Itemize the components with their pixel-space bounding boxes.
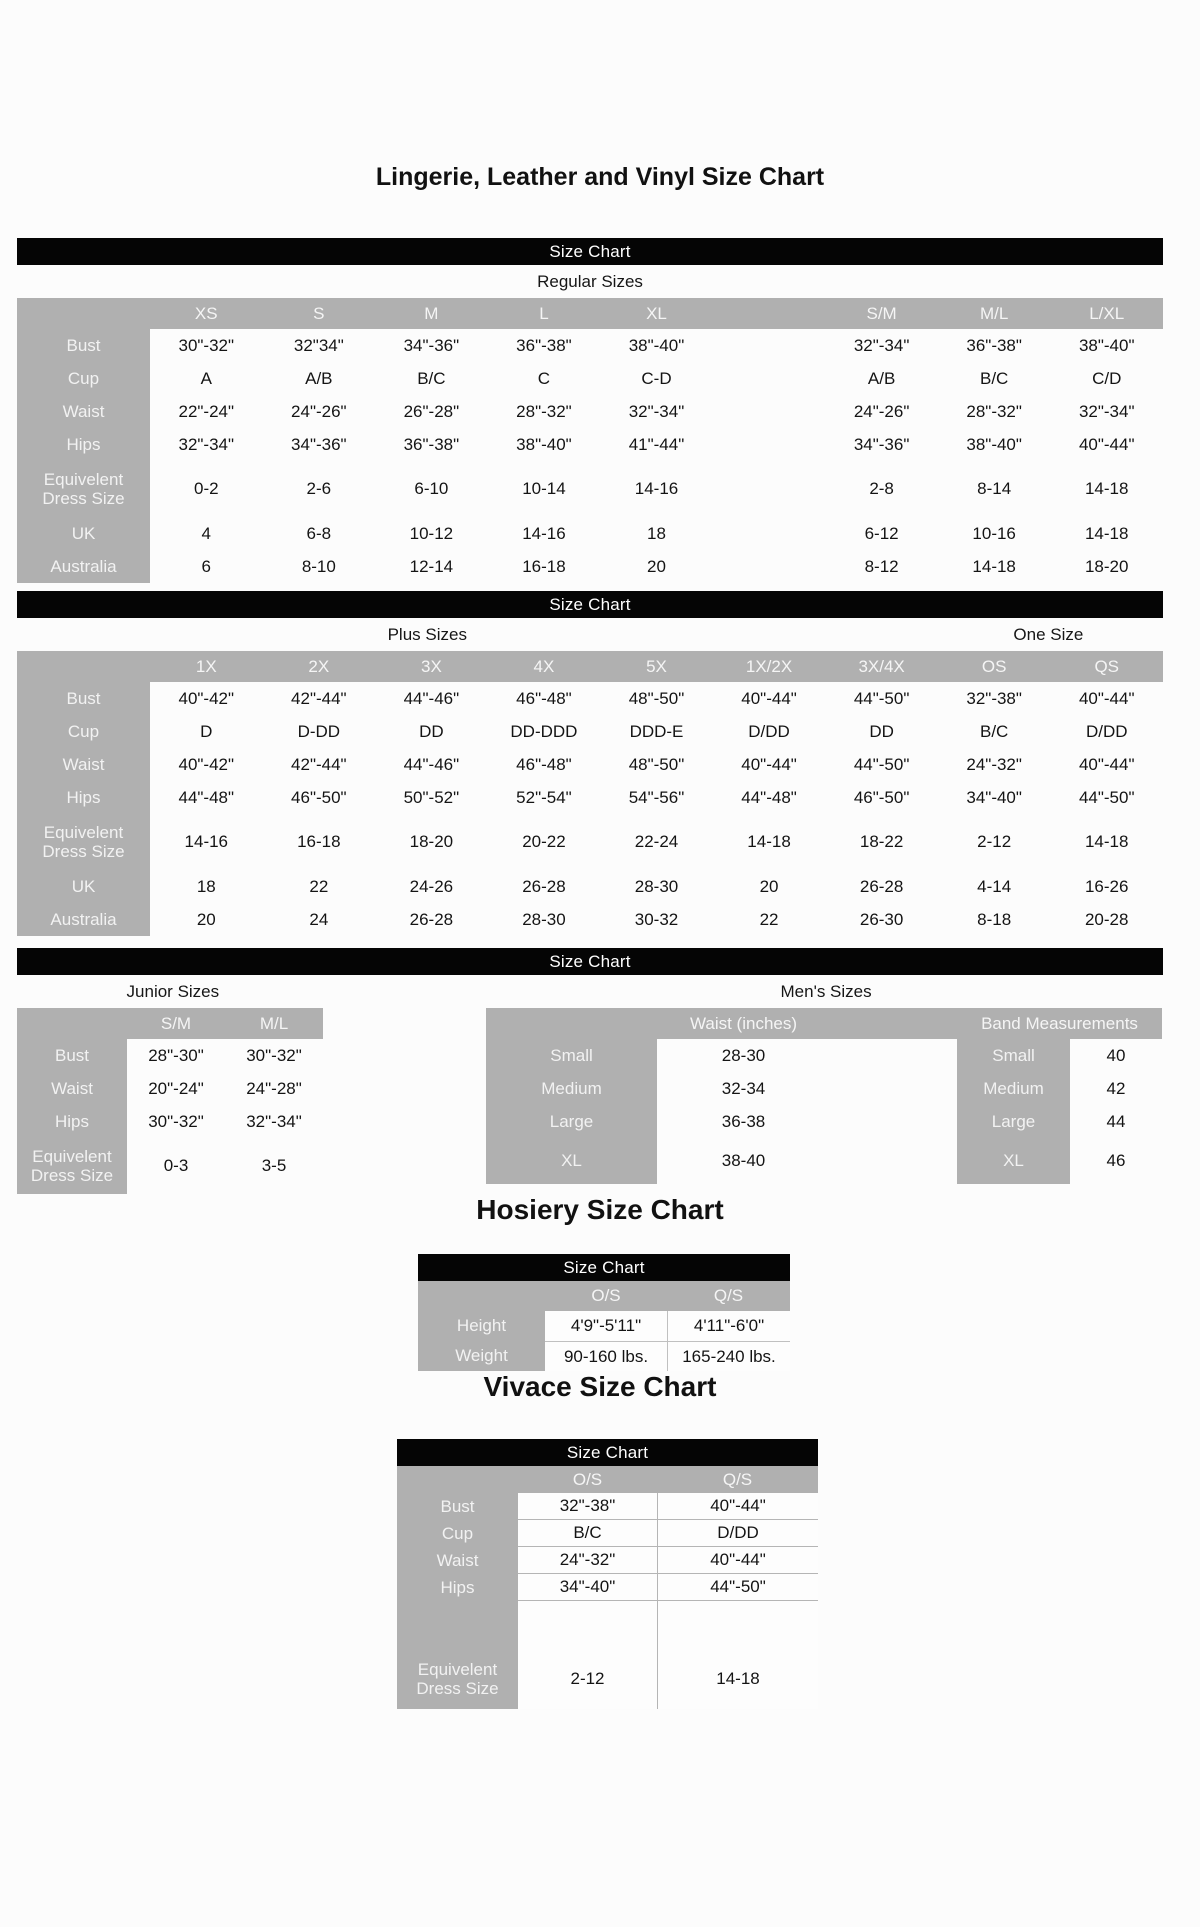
size-cell: B/C <box>979 721 1009 741</box>
size-cell: 90-160 lbs. <box>545 1341 667 1371</box>
row-label: Weight <box>418 1341 545 1371</box>
size-cell: 32"-38" <box>966 688 1022 708</box>
one-size-label: One Size <box>1013 624 1084 644</box>
size-cell: 18-20 <box>409 832 454 851</box>
corner-cell <box>17 651 150 682</box>
row-label: Equivelent Dress Size <box>17 1138 127 1194</box>
size-cell: 6 <box>201 556 211 576</box>
size-cell: D/DD <box>1085 721 1128 741</box>
size-cell: 36"-38" <box>403 434 460 454</box>
gap-cell <box>830 1105 957 1138</box>
size-cell: 14-18 <box>1084 832 1129 851</box>
size-cell <box>713 550 826 583</box>
spacer-cell <box>657 1601 818 1649</box>
column-header: 5X <box>600 651 713 682</box>
band-cell: 46 <box>1106 1151 1126 1170</box>
size-cell: DD <box>419 721 444 741</box>
junior-mens-tables <box>17 1008 1163 1194</box>
size-cell: DD-DDD <box>510 721 578 741</box>
size-cell: 34"-40" <box>966 787 1022 807</box>
size-cell: 40"-42" <box>178 688 235 708</box>
row-label: Cup <box>17 362 150 395</box>
corner-cell <box>486 1008 657 1039</box>
size-cell: 12-14 <box>409 556 454 576</box>
column-header: L <box>488 298 601 329</box>
size-cell: 3-5 <box>261 1156 287 1175</box>
regular-sizes-table <box>17 298 1163 583</box>
size-chart-bar: Size Chart <box>397 1439 818 1466</box>
size-cell: 34"-36" <box>403 335 460 355</box>
row-label: Equivelent Dress Size <box>17 461 150 517</box>
plus-sizes-label: Plus Sizes <box>387 624 467 644</box>
row-label: Waist <box>17 1072 127 1105</box>
waist-cell: 28-30 <box>721 1045 766 1065</box>
size-cell: 10-16 <box>972 523 1016 543</box>
column-header: QS <box>1050 651 1163 682</box>
size-cell: 18 <box>196 876 216 896</box>
size-cell: 32"-34" <box>246 1111 302 1131</box>
size-cell: 24"-26" <box>291 401 347 421</box>
size-cell: B/C <box>518 1520 657 1547</box>
row-label: XL <box>957 1138 1070 1184</box>
band-measurements-header: Band Measurements <box>957 1008 1162 1039</box>
size-cell: 32"-38" <box>518 1493 657 1520</box>
size-cell: 48"-50" <box>628 688 685 708</box>
size-cell: 6-10 <box>414 479 449 498</box>
size-cell: 38"-40" <box>628 335 685 355</box>
size-cell: 18-20 <box>1084 556 1129 576</box>
waist-inches-header: Waist (inches) <box>657 1008 830 1039</box>
hosiery-title: Hosiery Size Chart <box>476 1194 724 1225</box>
size-cell: 2-12 <box>977 832 1012 851</box>
regular-sizes-section <box>17 238 1163 583</box>
column-header: O/S <box>545 1281 667 1311</box>
size-cell: D <box>200 721 213 741</box>
row-label: Small <box>486 1039 657 1072</box>
column-header: S/M <box>127 1008 225 1039</box>
junior-mens-section <box>17 948 1163 1194</box>
gap-cell <box>830 1039 957 1072</box>
size-cell: A/B <box>867 368 896 388</box>
size-cell: 46"-48" <box>516 688 572 708</box>
size-cell: 0-2 <box>193 479 219 498</box>
row-label: Waist <box>17 395 150 428</box>
size-cell: 44"-46" <box>403 688 460 708</box>
size-cell: 165-240 lbs. <box>667 1341 790 1371</box>
vivace-title: Vivace Size Chart <box>483 1371 717 1402</box>
size-cell: 22-24 <box>634 832 679 851</box>
hosiery-table <box>418 1281 790 1371</box>
size-cell: 40"-44" <box>657 1493 818 1520</box>
size-cell: 30-32 <box>634 909 679 929</box>
size-cell: 50"-52" <box>403 787 460 807</box>
row-label: Height <box>418 1311 545 1341</box>
size-cell: 36"-38" <box>516 335 572 355</box>
waist-cell: 32-34 <box>721 1078 766 1098</box>
column-header: 3X/4X <box>825 651 938 682</box>
size-cell: 34"-40" <box>518 1574 657 1601</box>
size-cell: 44"-48" <box>178 787 235 807</box>
row-label: Bust <box>17 682 150 715</box>
size-cell: 8-10 <box>301 556 336 576</box>
size-cell: 20-28 <box>1084 909 1129 929</box>
size-cell: 38"-40" <box>966 434 1022 454</box>
row-label-spacer <box>397 1601 518 1649</box>
size-cell <box>713 329 826 362</box>
size-cell: A <box>200 368 212 388</box>
size-cell: 14-18 <box>747 832 791 851</box>
size-cell: 8-12 <box>864 556 899 576</box>
gap-cell <box>830 1138 957 1184</box>
size-cell: 28"-32" <box>966 401 1022 421</box>
size-cell: 40"-44" <box>1078 754 1135 774</box>
size-cell: 0-3 <box>163 1156 189 1175</box>
regular-sizes-subtitle <box>17 265 1163 298</box>
hosiery-section <box>418 1254 790 1371</box>
size-cell: 22"-24" <box>178 401 235 421</box>
column-header: 4X <box>488 651 601 682</box>
size-cell: 28-30 <box>634 876 679 896</box>
size-cell: 44"-50" <box>853 754 910 774</box>
row-label: XL <box>486 1138 657 1184</box>
size-cell: 28"-30" <box>148 1045 204 1065</box>
size-cell: 32"-34" <box>628 401 685 421</box>
row-label: Equivelent Dress Size <box>397 1649 518 1709</box>
column-header: 2X <box>263 651 376 682</box>
size-cell: 4 <box>201 523 211 543</box>
size-cell: 44"-50" <box>853 688 910 708</box>
size-cell: 16-18 <box>297 832 341 851</box>
size-cell: 16-18 <box>522 556 566 576</box>
size-cell: 44"-46" <box>403 754 460 774</box>
size-cell: 22 <box>759 909 779 929</box>
size-cell: C/D <box>1092 368 1122 388</box>
size-cell: C-D <box>641 368 672 388</box>
size-cell: 20-22 <box>522 832 566 851</box>
size-cell: 10-12 <box>409 523 454 543</box>
page-title: Lingerie, Leather and Vinyl Size Chart <box>375 163 825 191</box>
column-header: OS <box>938 651 1051 682</box>
size-cell: 48"-50" <box>628 754 685 774</box>
row-label: Cup <box>17 715 150 748</box>
size-cell: 14-18 <box>972 556 1016 576</box>
size-cell: 24"-32" <box>966 754 1022 774</box>
size-cell: 38"-40" <box>516 434 572 454</box>
size-cell: 16-26 <box>1084 876 1129 896</box>
size-cell: 32"34" <box>293 335 344 355</box>
size-cell: 40"-42" <box>178 754 235 774</box>
size-cell: 4'11"-6'0" <box>667 1311 790 1341</box>
row-label: Equivelent Dress Size <box>17 814 150 870</box>
column-header: 3X <box>375 651 488 682</box>
size-cell: 14-16 <box>522 523 566 543</box>
size-cell: 46"-50" <box>291 787 347 807</box>
row-label: Hips <box>17 428 150 461</box>
size-cell: 32"-34" <box>853 335 910 355</box>
size-cell: 54"-56" <box>628 787 685 807</box>
column-header: M <box>375 298 488 329</box>
vivace-section <box>397 1439 818 1709</box>
size-cell: 4-14 <box>977 876 1012 896</box>
size-cell: DDD-E <box>629 721 684 741</box>
size-cell: 30"-32" <box>246 1045 302 1065</box>
size-cell: 4'9"-5'11" <box>545 1311 667 1341</box>
row-label: Hips <box>17 1105 127 1138</box>
size-cell: 24-26 <box>409 876 454 896</box>
row-label: Waist <box>17 748 150 781</box>
size-cell: D/DD <box>657 1520 818 1547</box>
size-cell: 32"-34" <box>1078 401 1135 421</box>
size-cell: 52"-54" <box>516 787 572 807</box>
band-cell: 42 <box>1106 1078 1126 1098</box>
size-cell: 26-28 <box>522 876 566 896</box>
size-cell: B/C <box>979 368 1009 388</box>
size-cell: 40"-44" <box>657 1547 818 1574</box>
row-label: UK <box>17 870 150 903</box>
row-label: Hips <box>17 781 150 814</box>
size-cell: 28-30 <box>522 909 566 929</box>
column-header: O/S <box>518 1466 657 1493</box>
size-cell: 30"-32" <box>148 1111 204 1131</box>
band-cell: 40 <box>1106 1045 1126 1065</box>
size-chart-bar: Size Chart <box>17 238 1163 265</box>
size-cell: 34"-36" <box>291 434 347 454</box>
size-cell: A/B <box>305 368 333 388</box>
column-header: M/L <box>938 298 1051 329</box>
size-cell: 14-16 <box>634 479 679 498</box>
plus-sizes-section <box>17 591 1163 936</box>
size-cell: 8-14 <box>977 479 1012 498</box>
size-cell: 40"-44" <box>1078 434 1135 454</box>
row-label: Bust <box>17 329 150 362</box>
size-cell: 2-6 <box>306 479 332 498</box>
size-cell: 34"-36" <box>853 434 910 454</box>
size-cell <box>713 461 826 517</box>
band-cell: 44 <box>1106 1111 1126 1131</box>
size-cell: 18 <box>647 523 666 543</box>
size-cell: 38"-40" <box>1078 335 1135 355</box>
column-header: Q/S <box>667 1281 790 1311</box>
size-cell: 42"-44" <box>291 754 347 774</box>
corner-cell <box>397 1466 518 1493</box>
size-cell: 2-12 <box>518 1649 657 1709</box>
size-cell <box>713 517 826 550</box>
size-cell: 41"-44" <box>628 434 685 454</box>
size-cell: 44"-48" <box>741 787 797 807</box>
size-cell: 46"-48" <box>516 754 572 774</box>
row-label: Large <box>957 1105 1070 1138</box>
column-header: 1X <box>150 651 263 682</box>
size-cell: 26-28 <box>409 909 454 929</box>
row-label: Bust <box>17 1039 127 1072</box>
size-cell: 26-30 <box>859 909 904 929</box>
gap-header-cell <box>830 1008 957 1039</box>
size-cell: D/DD <box>748 721 790 741</box>
size-cell: DD <box>869 721 894 741</box>
size-cell: 30"-32" <box>178 335 235 355</box>
size-chart-bar: Size Chart <box>17 948 1163 975</box>
column-header: M/L <box>225 1008 323 1039</box>
row-label: Waist <box>397 1547 518 1574</box>
gap-cell <box>830 1072 957 1105</box>
size-cell: 24"-32" <box>518 1547 657 1574</box>
mens-sizes-label: Men's Sizes <box>780 981 872 1001</box>
size-cell: B/C <box>417 368 446 388</box>
spacer-cell <box>518 1601 657 1649</box>
junior-mens-subtitle <box>17 975 1163 1008</box>
size-cell: 20 <box>759 876 779 896</box>
size-cell: 46"-50" <box>853 787 910 807</box>
size-cell: 24"-26" <box>853 401 910 421</box>
size-cell: 24 <box>309 909 329 929</box>
corner-cell <box>418 1281 545 1311</box>
row-label: Medium <box>957 1072 1070 1105</box>
column-header: 1X/2X <box>713 651 826 682</box>
size-cell: 26"-28" <box>403 401 460 421</box>
row-label: Bust <box>397 1493 518 1520</box>
size-cell: 6-8 <box>306 523 332 543</box>
column-header: XL <box>600 298 713 329</box>
size-cell: 6-12 <box>864 523 899 543</box>
size-cell: 44"-50" <box>1078 787 1135 807</box>
column-header: Q/S <box>657 1466 818 1493</box>
size-cell: 22 <box>309 876 329 896</box>
size-cell: C <box>537 368 551 388</box>
column-header: S/M <box>825 298 938 329</box>
size-cell: 44"-50" <box>657 1574 818 1601</box>
row-label: Hips <box>397 1574 518 1601</box>
size-cell: D-DD <box>297 721 341 741</box>
row-label: Medium <box>486 1072 657 1105</box>
row-label: Small <box>957 1039 1070 1072</box>
size-cell: 36"-38" <box>966 335 1022 355</box>
size-cell: 20 <box>196 909 216 929</box>
row-label: Cup <box>397 1520 518 1547</box>
junior-sizes-label: Junior Sizes <box>126 981 220 1001</box>
size-cell: 14-16 <box>184 832 229 851</box>
size-cell <box>713 362 826 395</box>
size-cell: 40"-44" <box>741 688 797 708</box>
size-cell: 20 <box>647 556 666 576</box>
size-cell: 10-14 <box>522 479 566 498</box>
size-cell: 18-22 <box>859 832 904 851</box>
plus-sizes-table <box>17 651 1163 936</box>
size-chart-bar: Size Chart <box>17 591 1163 618</box>
corner-cell <box>17 298 150 329</box>
row-label: UK <box>17 517 150 550</box>
row-label: Australia <box>17 903 150 936</box>
size-cell: 24"-28" <box>246 1078 302 1098</box>
column-header: XS <box>150 298 263 329</box>
plus-sizes-subtitle <box>17 618 1163 651</box>
regular-sizes-label: Regular Sizes <box>537 271 643 291</box>
size-cell <box>713 428 826 461</box>
column-header: L/XL <box>1050 298 1163 329</box>
column-header <box>713 298 826 329</box>
size-cell: 14-18 <box>1084 479 1129 498</box>
size-cell: 28"-32" <box>516 401 572 421</box>
waist-cell: 38-40 <box>721 1151 766 1170</box>
size-cell: 8-18 <box>977 909 1012 929</box>
size-cell: 40"-44" <box>1078 688 1135 708</box>
size-cell: 42"-44" <box>291 688 347 708</box>
corner-cell <box>17 1008 127 1039</box>
row-label: Australia <box>17 550 150 583</box>
size-cell: 32"-34" <box>178 434 235 454</box>
vivace-table <box>397 1466 818 1709</box>
column-header: S <box>263 298 376 329</box>
mens-sizes-table <box>486 1008 1162 1184</box>
size-cell: 26-28 <box>859 876 904 896</box>
size-cell: 14-18 <box>657 1649 818 1709</box>
row-label: Large <box>486 1105 657 1138</box>
junior-sizes-table <box>17 1008 323 1194</box>
size-cell: 40"-44" <box>741 754 797 774</box>
size-cell: 20"-24" <box>148 1078 204 1098</box>
size-cell: 14-18 <box>1084 523 1129 543</box>
size-chart-bar: Size Chart <box>418 1254 790 1281</box>
size-cell: 2-8 <box>869 479 894 498</box>
waist-cell: 36-38 <box>721 1111 766 1131</box>
size-cell <box>713 395 826 428</box>
